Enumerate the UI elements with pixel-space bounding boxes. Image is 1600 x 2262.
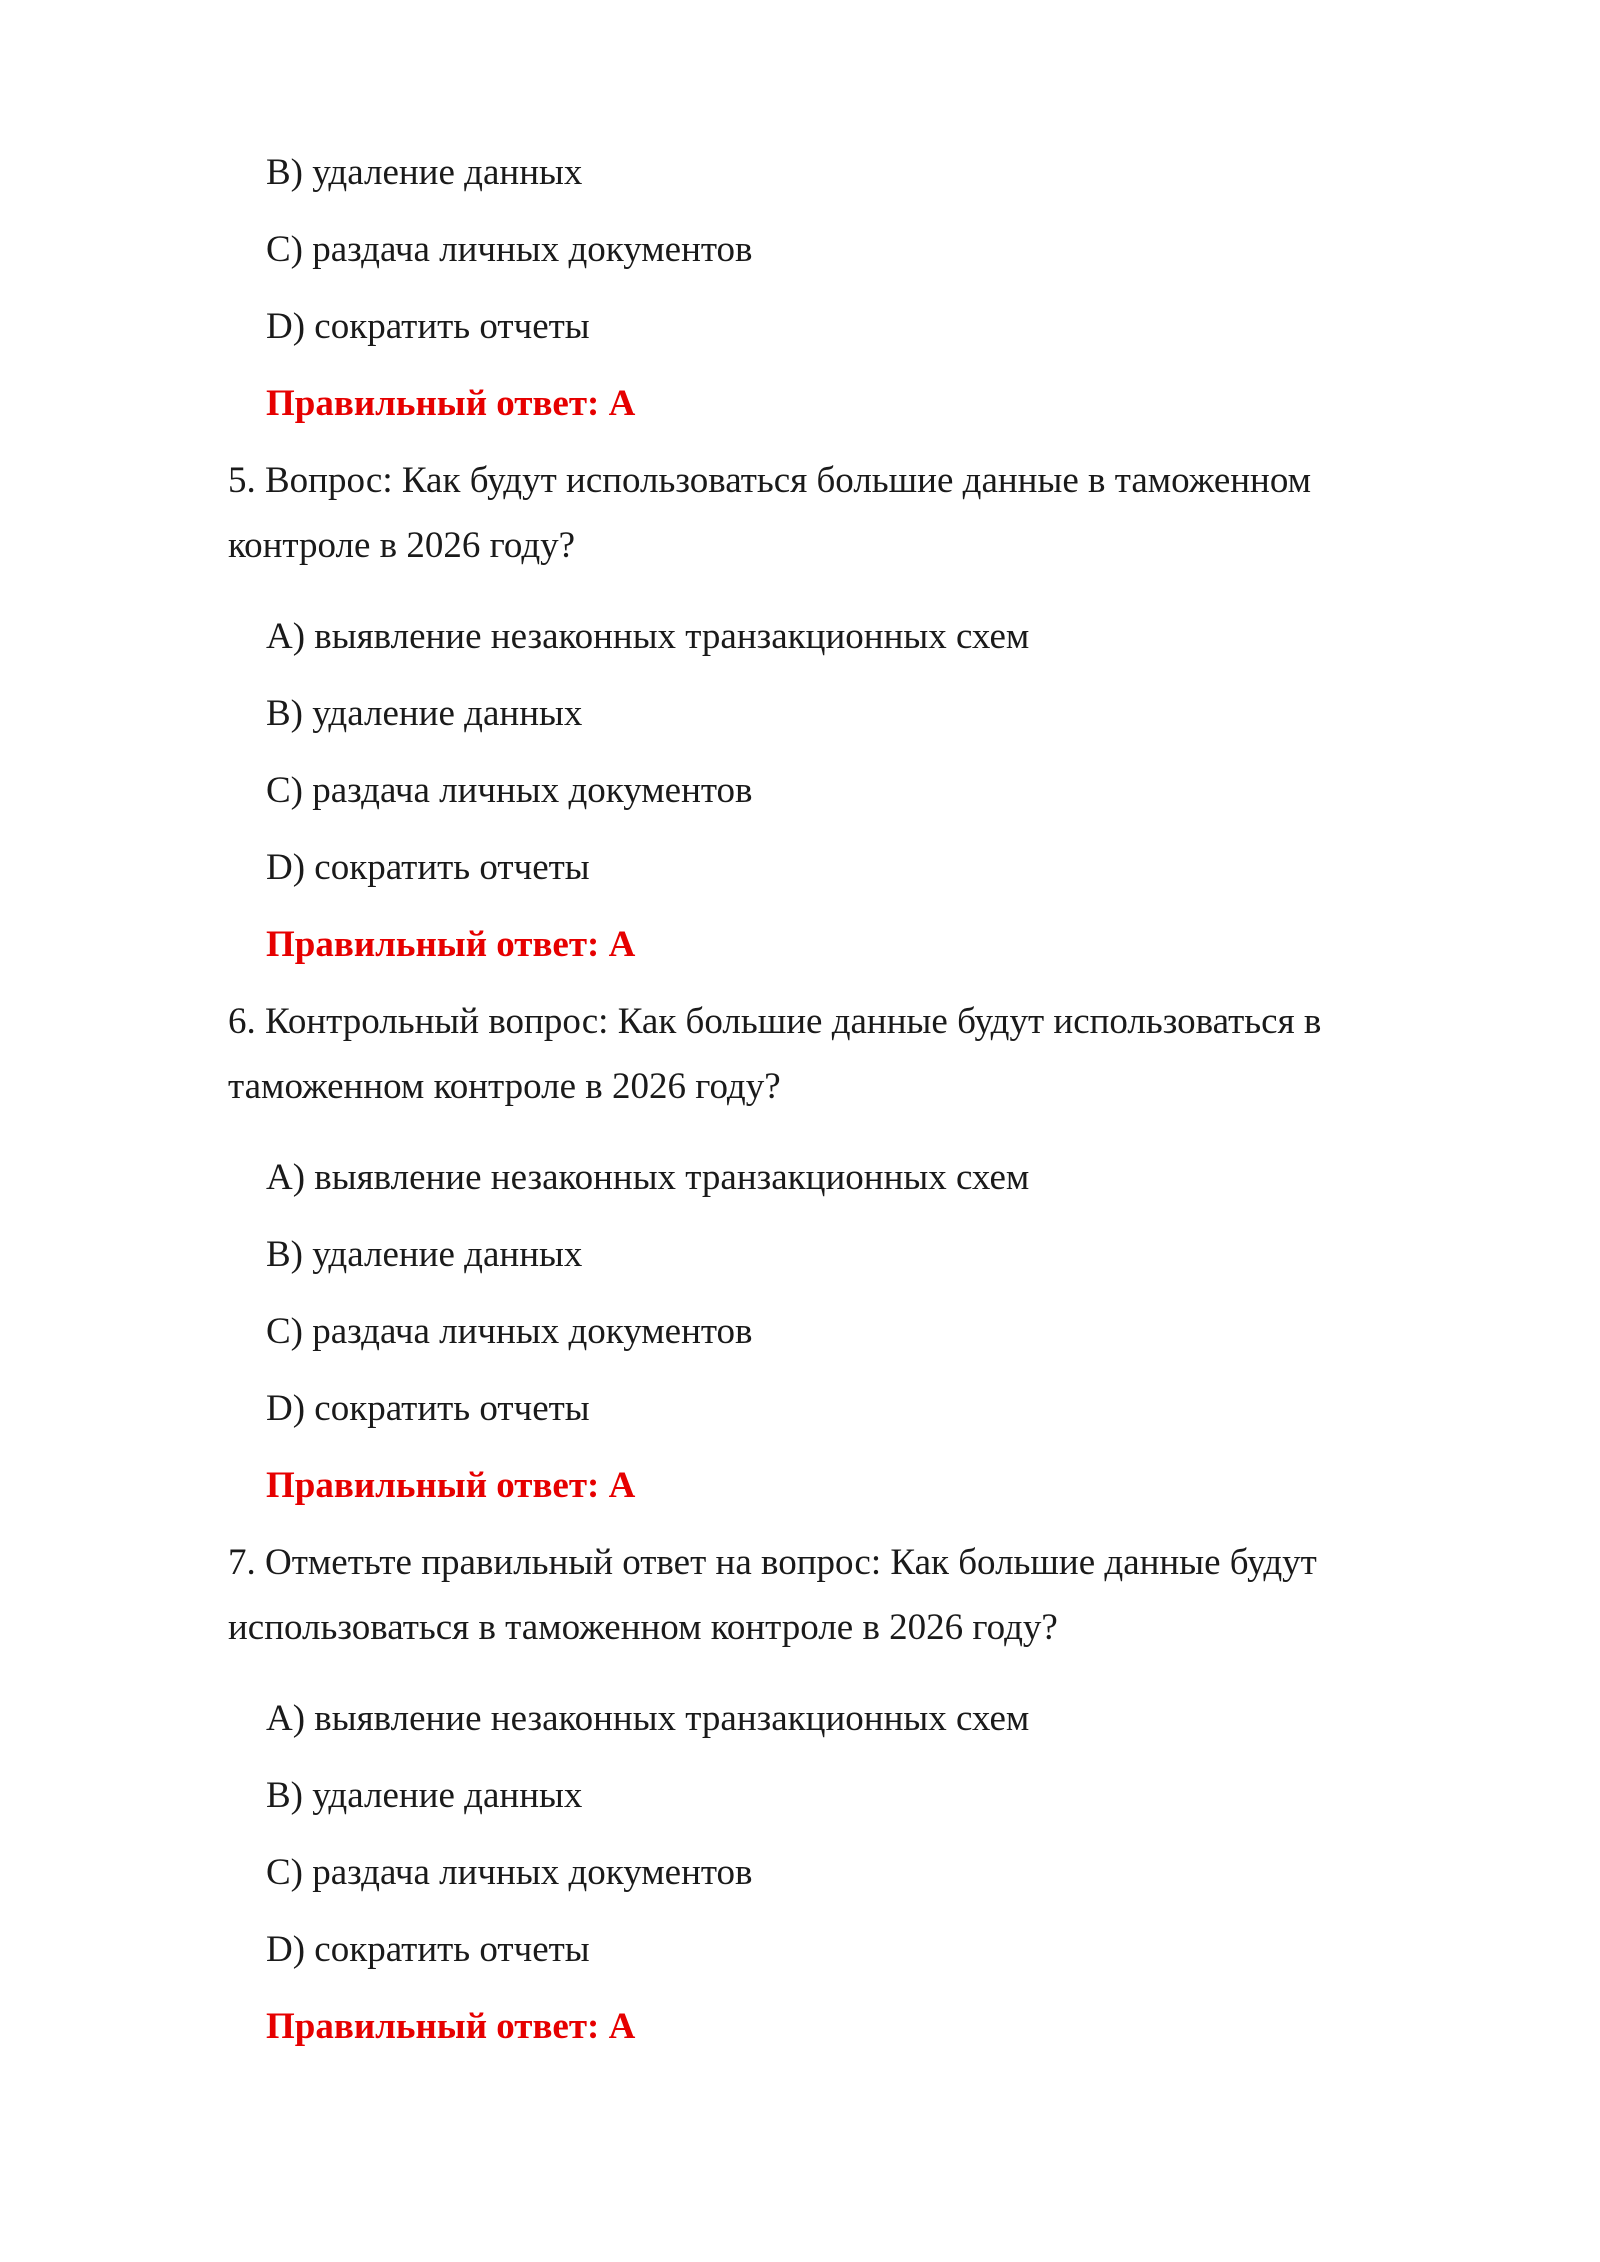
option-a: A) выявление незаконных транзакционных схем	[266, 1157, 1030, 1198]
option-c: C) раздача личных документов	[266, 1852, 753, 1893]
option-b: B) удаление данных	[266, 693, 583, 734]
question-text-line1: 5. Вопрос: Как будут использоваться большие данные в таможенном	[228, 460, 1312, 501]
question-text-line1: 6. Контрольный вопрос: Как большие данные будут использоваться в	[228, 1001, 1322, 1042]
option-c: C) раздача личных документов	[266, 229, 753, 270]
option-d: D) сократить отчеты	[266, 1929, 590, 1970]
option-c: C) раздача личных документов	[266, 770, 753, 811]
question-text-line2: использоваться в таможенном контроле в 2026 году?	[228, 1607, 1058, 1648]
option-b: B) удаление данных	[266, 152, 583, 193]
question-text-line2: контроле в 2026 году?	[228, 525, 576, 566]
option-c: C) раздача личных документов	[266, 1311, 753, 1352]
correct-answer: Правильный ответ: A	[266, 2006, 636, 2047]
question-text-line2: таможенном контроле в 2026 году?	[228, 1066, 781, 1107]
correct-answer: Правильный ответ: A	[266, 1465, 636, 1506]
option-b: B) удаление данных	[266, 1775, 583, 1816]
option-a: A) выявление незаконных транзакционных схем	[266, 616, 1030, 657]
option-d: D) сократить отчеты	[266, 306, 590, 347]
question-text-line1: 7. Отметьте правильный ответ на вопрос: Как большие данные будут	[228, 1542, 1317, 1583]
option-d: D) сократить отчеты	[266, 847, 590, 888]
correct-answer: Правильный ответ: A	[266, 383, 636, 424]
option-d: D) сократить отчеты	[266, 1388, 590, 1429]
option-b: B) удаление данных	[266, 1234, 583, 1275]
correct-answer: Правильный ответ: A	[266, 924, 636, 965]
option-a: A) выявление незаконных транзакционных схем	[266, 1698, 1030, 1739]
